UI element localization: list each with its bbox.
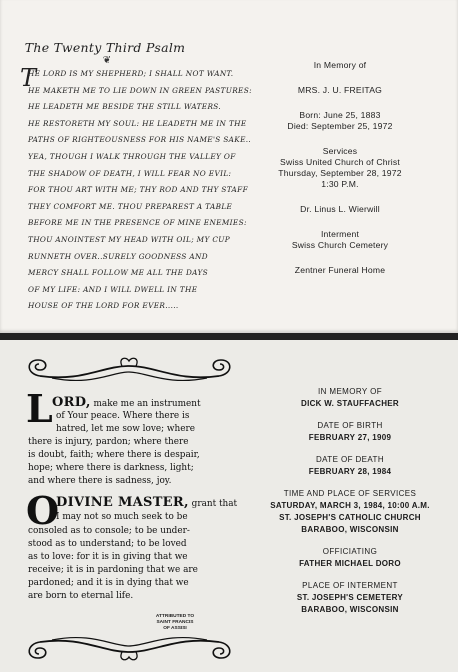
prayer-line: stood as to understand; to be loved [28,539,187,549]
psalm-line: THOU ANOINTEST MY HEAD WITH OIL; MY CUP [28,234,231,244]
prayer-line: are born to eternal life. [28,591,134,601]
interment-label: PLACE OF INTERMENT [302,581,398,590]
prayer-attribution [140,614,210,632]
cemetery-city: BARABOO, WISCONSIN [301,605,399,614]
prayer-line: hope; where there is darkness, light; [28,463,194,473]
psalm-line: THE SHADOW OF DEATH, I WILL FEAR NO EVIL: [28,168,232,178]
prayer-line: I may not so much seek to be [56,512,188,522]
psalm-line: MERCY SHALL FOLLOW ME ALL THE DAYS [28,268,209,278]
memory-heading: IN MEMORY OF [317,387,383,396]
deceased-name: MRS. J. U. FREITAG [297,85,383,95]
birth-label: DATE OF BIRTH [317,421,383,430]
psalm-line: THEY COMFORT ME. THOU PREPAREST A TABLE [28,201,233,211]
psalm-line: RUNNETH OVER..SURELY GOODNESS AND [28,251,208,261]
service-date: Thursday, September 28, 1972 [278,168,402,178]
prayer-line: is doubt, faith; where there is despair, [28,450,200,460]
death-date: Died: September 25, 1972 [287,121,393,131]
church-name: Swiss United Church of Christ [280,157,400,167]
service-datetime: SATURDAY, MARCH 3, 1984, 10:00 A.M. [270,501,430,510]
memorial-details [255,60,425,276]
church-city: BARABOO, WISCONSIN [301,525,399,534]
death-label: DATE OF DEATH [315,455,385,464]
church-name: ST. JOSEPH'S CATHOLIC CHURCH [279,513,421,522]
cemetery-name: Swiss Church Cemetery [291,240,389,250]
prayer-line: receive; it is in pardoning that we are [28,565,198,575]
attribution-line: SAINT FRANCIS [156,620,194,625]
prayer-lord: ORD, [52,395,91,410]
psalm-line: FOR THOU ART WITH ME; THY ROD AND THY STAFF [28,185,248,195]
psalm-line: OF MY LIFE: AND I WILL DWELL IN THE [28,284,198,294]
officiant: FATHER MICHAEL DORO [299,559,401,568]
scroll-ornament-top-icon [22,352,237,386]
prayer-drop-cap-o: O [26,488,60,533]
prayer-line: consoled as to console; to be under- [28,526,190,536]
service-time: 1:30 P.M. [321,179,359,189]
birth-date: Born: June 25, 1883 [299,110,381,120]
prayer-line: grant that [188,499,238,509]
psalm-drop-cap: T [20,64,37,92]
deceased-name: DICK W. STAUFFACHER [301,399,399,408]
death-date: FEBRUARY 28, 1984 [308,467,392,476]
officiant: Dr. Linus L. Wierwill [300,204,380,214]
prayer-line: pardoned; and it is in dying that we [28,578,189,588]
prayer-line: make me an instrument [90,399,201,409]
attribution-line: ATTRIBUTED TO [155,614,195,619]
cemetery-name: ST. JOSEPH'S CEMETERY [296,593,404,602]
services-label: TIME AND PLACE OF SERVICES [283,489,417,498]
prayer-line: there is injury, pardon; where there [28,437,189,447]
flourish-ornament-icon: ❦ [102,55,112,66]
officiating-label: OFFICIATING [322,547,378,556]
scroll-ornament-bottom-icon [22,632,237,666]
memory-heading: In Memory of [313,60,367,70]
memorial-card-freitag [0,0,458,333]
prayer-line: and where there is sadness, joy. [28,476,172,486]
psalm-text [28,66,252,315]
psalm-line: HE LORD IS MY SHEPHERD; I SHALL NOT WANT. [28,69,234,78]
psalm-line: PATHS OF RIGHTEOUSNESS FOR HIS NAME'S SAKE.. [28,135,252,145]
psalm-title: The Twenty Third Psalm [24,40,186,55]
memorial-card-stauffacher [0,340,458,672]
attribution-line: OF ASSISI [163,626,187,631]
prayer-line: of Your peace. Where there is [56,411,190,421]
psalm-line: HE LEADETH ME BESIDE THE STILL WATERS. [28,102,222,112]
psalm-line: YEA, THOUGH I WALK THROUGH THE VALLEY OF [28,151,236,161]
psalm-line: HE RESTORETH MY SOUL: HE LEADETH ME IN THE [28,118,247,128]
birth-date: FEBRUARY 27, 1909 [308,433,392,442]
interment-label: Interment [320,229,360,239]
funeral-home: Zentner Funeral Home [294,265,386,275]
prayer-drop-cap-l: L [26,386,53,431]
psalm-line: BEFORE ME IN THE PRESENCE OF MINE ENEMIES: [28,218,247,228]
prayer-line: hatred, let me sow love; where [56,424,195,434]
prayer-divine-master: DIVINE MASTER, [56,495,189,510]
card-divider [0,333,458,340]
psalm-line: HE MAKETH ME TO LIE DOWN IN GREEN PASTURES: [28,85,252,95]
memorial-details-2 [245,386,455,616]
services-label: Services [322,146,358,156]
prayer-line: as to love: for it is in giving that we [28,552,188,562]
psalm-line: HOUSE OF THE LORD FOR EVER..... [28,301,179,311]
